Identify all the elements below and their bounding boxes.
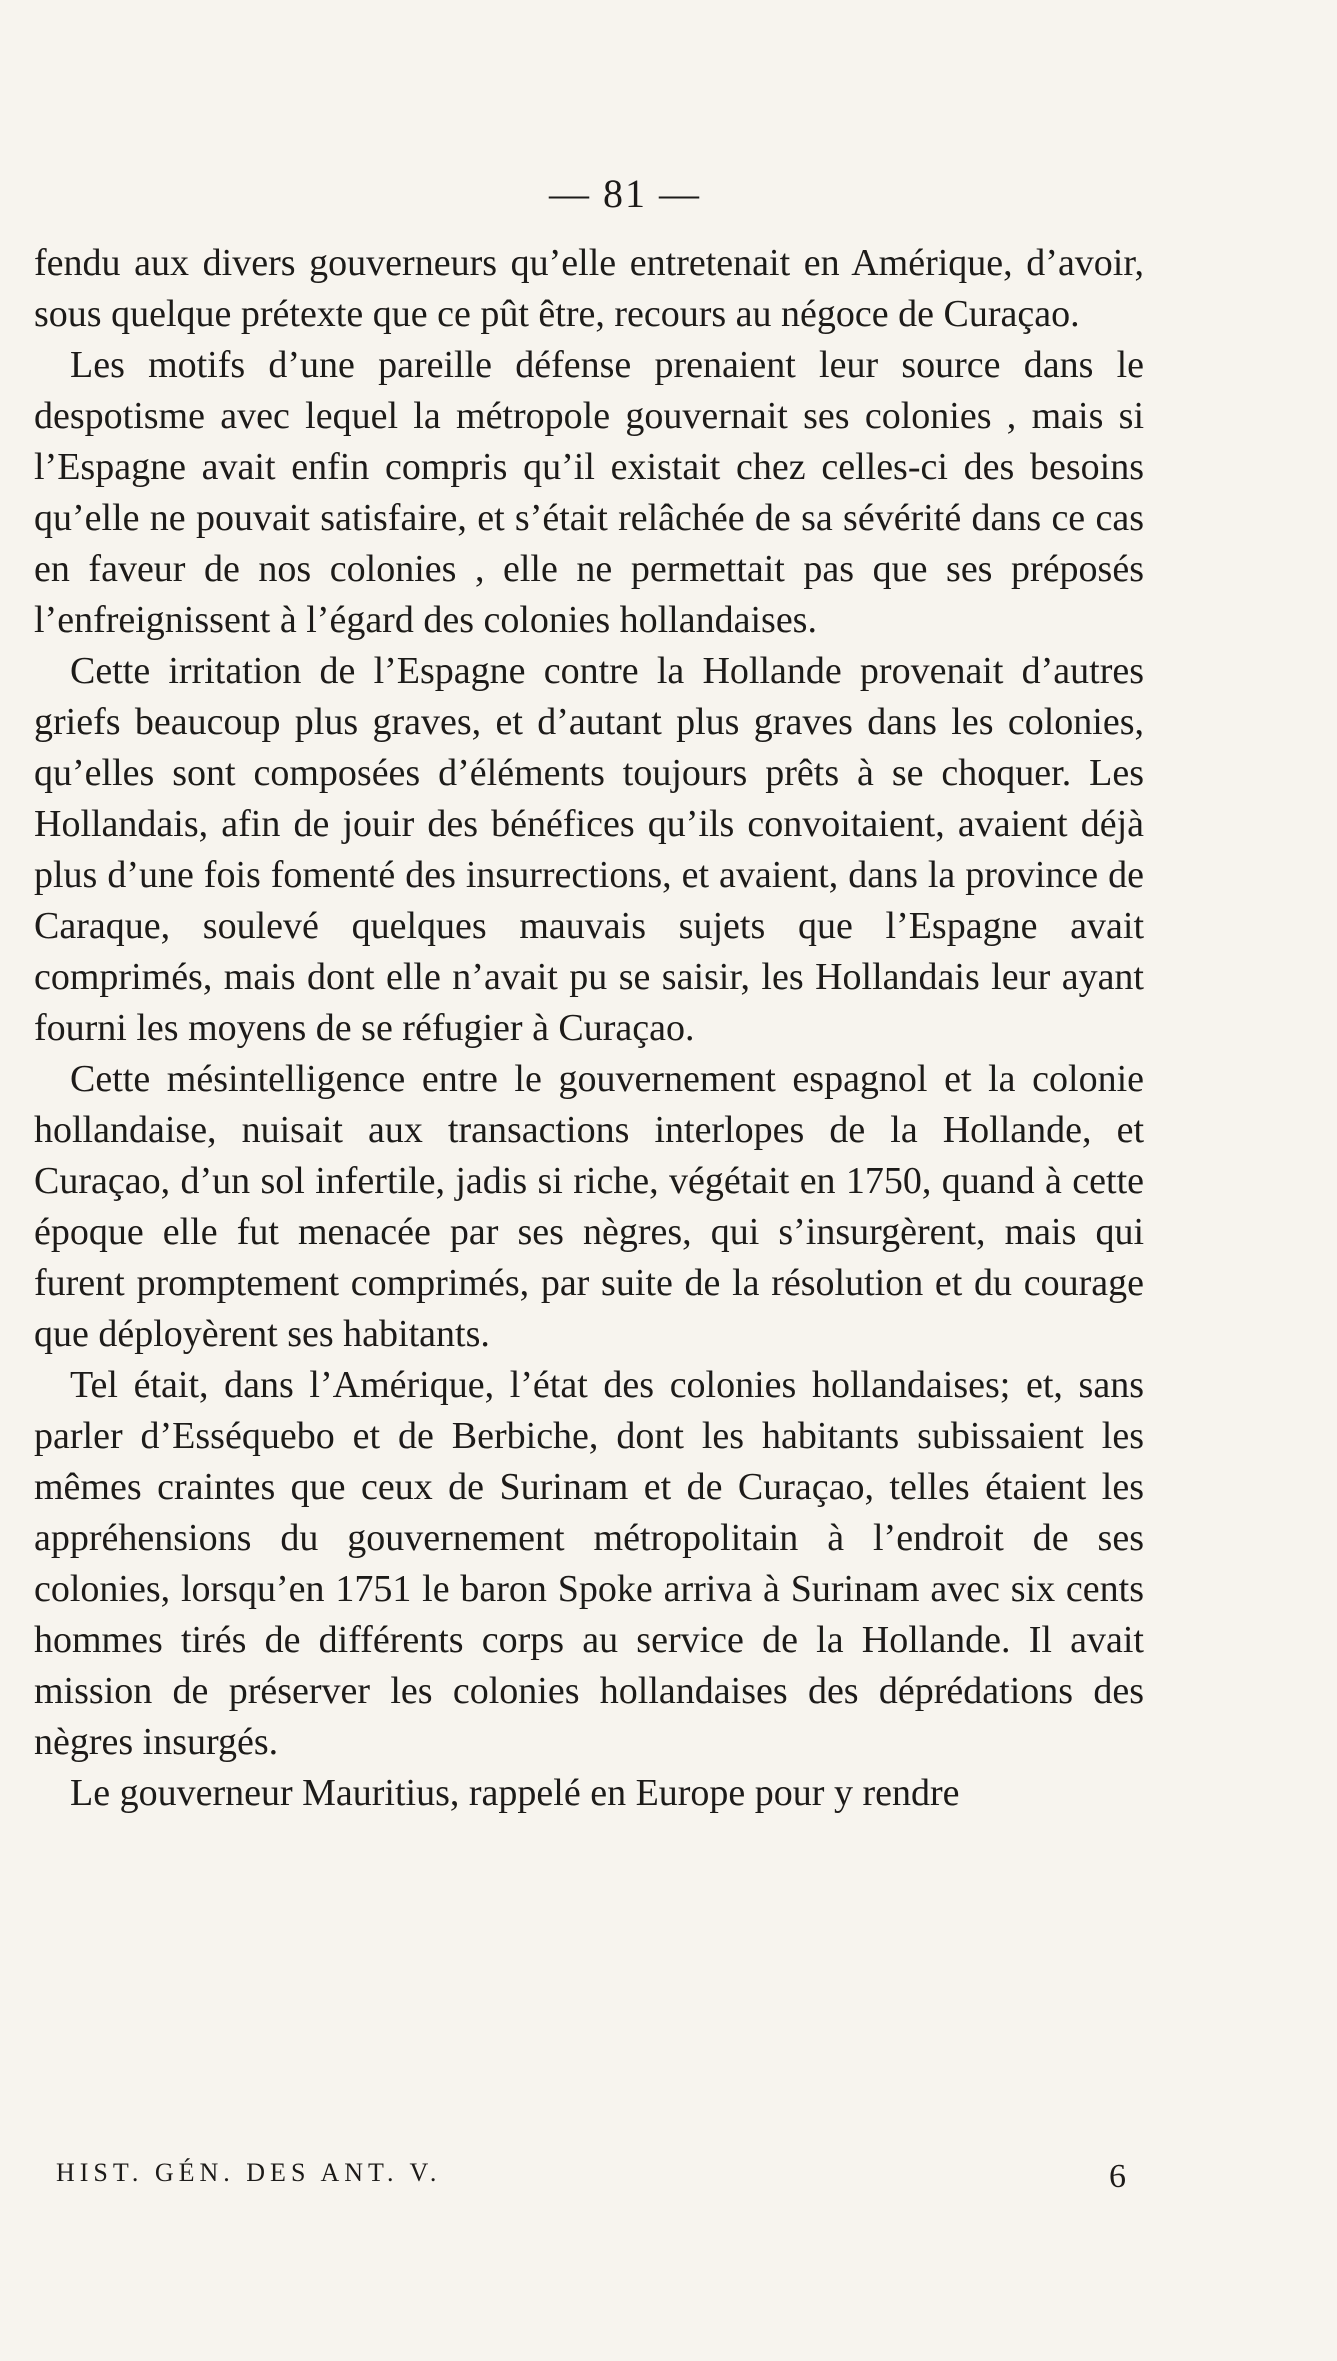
sheet-number: 6	[1109, 2158, 1126, 2195]
paragraph-5: Tel était, dans l’Amérique, l’état des colonies hollandaises; et, sans parler d’Esséquebo et de Berbiche, dont les habitants subissaient les mêmes craintes que ceux de Surinam et de Curaçao, telles étaient les appréhensions du gouvernement métropolitain à l’endroit de ses colonies, lorsqu’en 1751 le baron Spoke arriva à Surinam avec six cents hommes tirés de différents corps au service de la Hollande. Il avait mission de préserver les colonies hollandaises des déprédations des nègres insurgés.	[34, 1364, 1144, 1763]
paragraph-3: Cette irritation de l’Espagne contre la Hollande provenait d’autres griefs beaucoup plus graves, et d’autant plus graves dans les colonies, qu’elles sont composées d’éléments toujours prêts à se choquer. Les Hollandais, afin de jouir des bénéfices qu’ils convoitaient, avaient déjà plus d’une fois fomenté des insurrections, et avaient, dans la province de Caraque, soulevé quelques mauvais sujets que l’Espagne avait comprimés, mais dont elle n’avait pu se saisir, les Hollandais leur ayant fourni les moyens de se réfugier à Curaçao.	[34, 650, 1144, 1049]
paragraph-2: Les motifs d’une pareille défense prenaient leur source dans le despotisme avec lequel la métropole gouvernait ses colonies , mais si l’Espagne avait enfin compris qu’il existait chez celles-ci des besoins qu’elle ne pouvait satisfaire, et s’était relâchée de sa sévérité dans ce cas en faveur de nos colonies , elle ne permettait pas que ses préposés l’enfreignissent à l’égard des colonies hollandaises.	[34, 344, 1144, 641]
page-footer	[56, 2158, 1126, 2196]
paragraph-4: Cette mésintelligence entre le gouvernement espagnol et la colonie hollandaise, nuisait aux transactions interlopes de la Hollande, et Curaçao, d’un sol infertile, jadis si riche, végétait en 1750, quand à cette époque elle fut menacée par ses nègres, qui s’insurgèrent, mais qui furent promptement comprimés, par suite de la résolution et du courage que déployèrent ses habitants.	[34, 1058, 1144, 1355]
body-text	[34, 238, 1144, 1819]
page-number-header: — 81 —	[549, 171, 701, 216]
signature-mark: HIST. GÉN. DES ANT. V.	[56, 2158, 442, 2187]
paragraph-6: Le gouverneur Mauritius, rappelé en Europe pour y rendre	[70, 1772, 960, 1814]
paragraph-1: fendu aux divers gouverneurs qu’elle entretenait en Amérique, d’avoir, sous quelque prétexte que ce pût être, recours au négoce de Curaçao.	[34, 242, 1144, 335]
